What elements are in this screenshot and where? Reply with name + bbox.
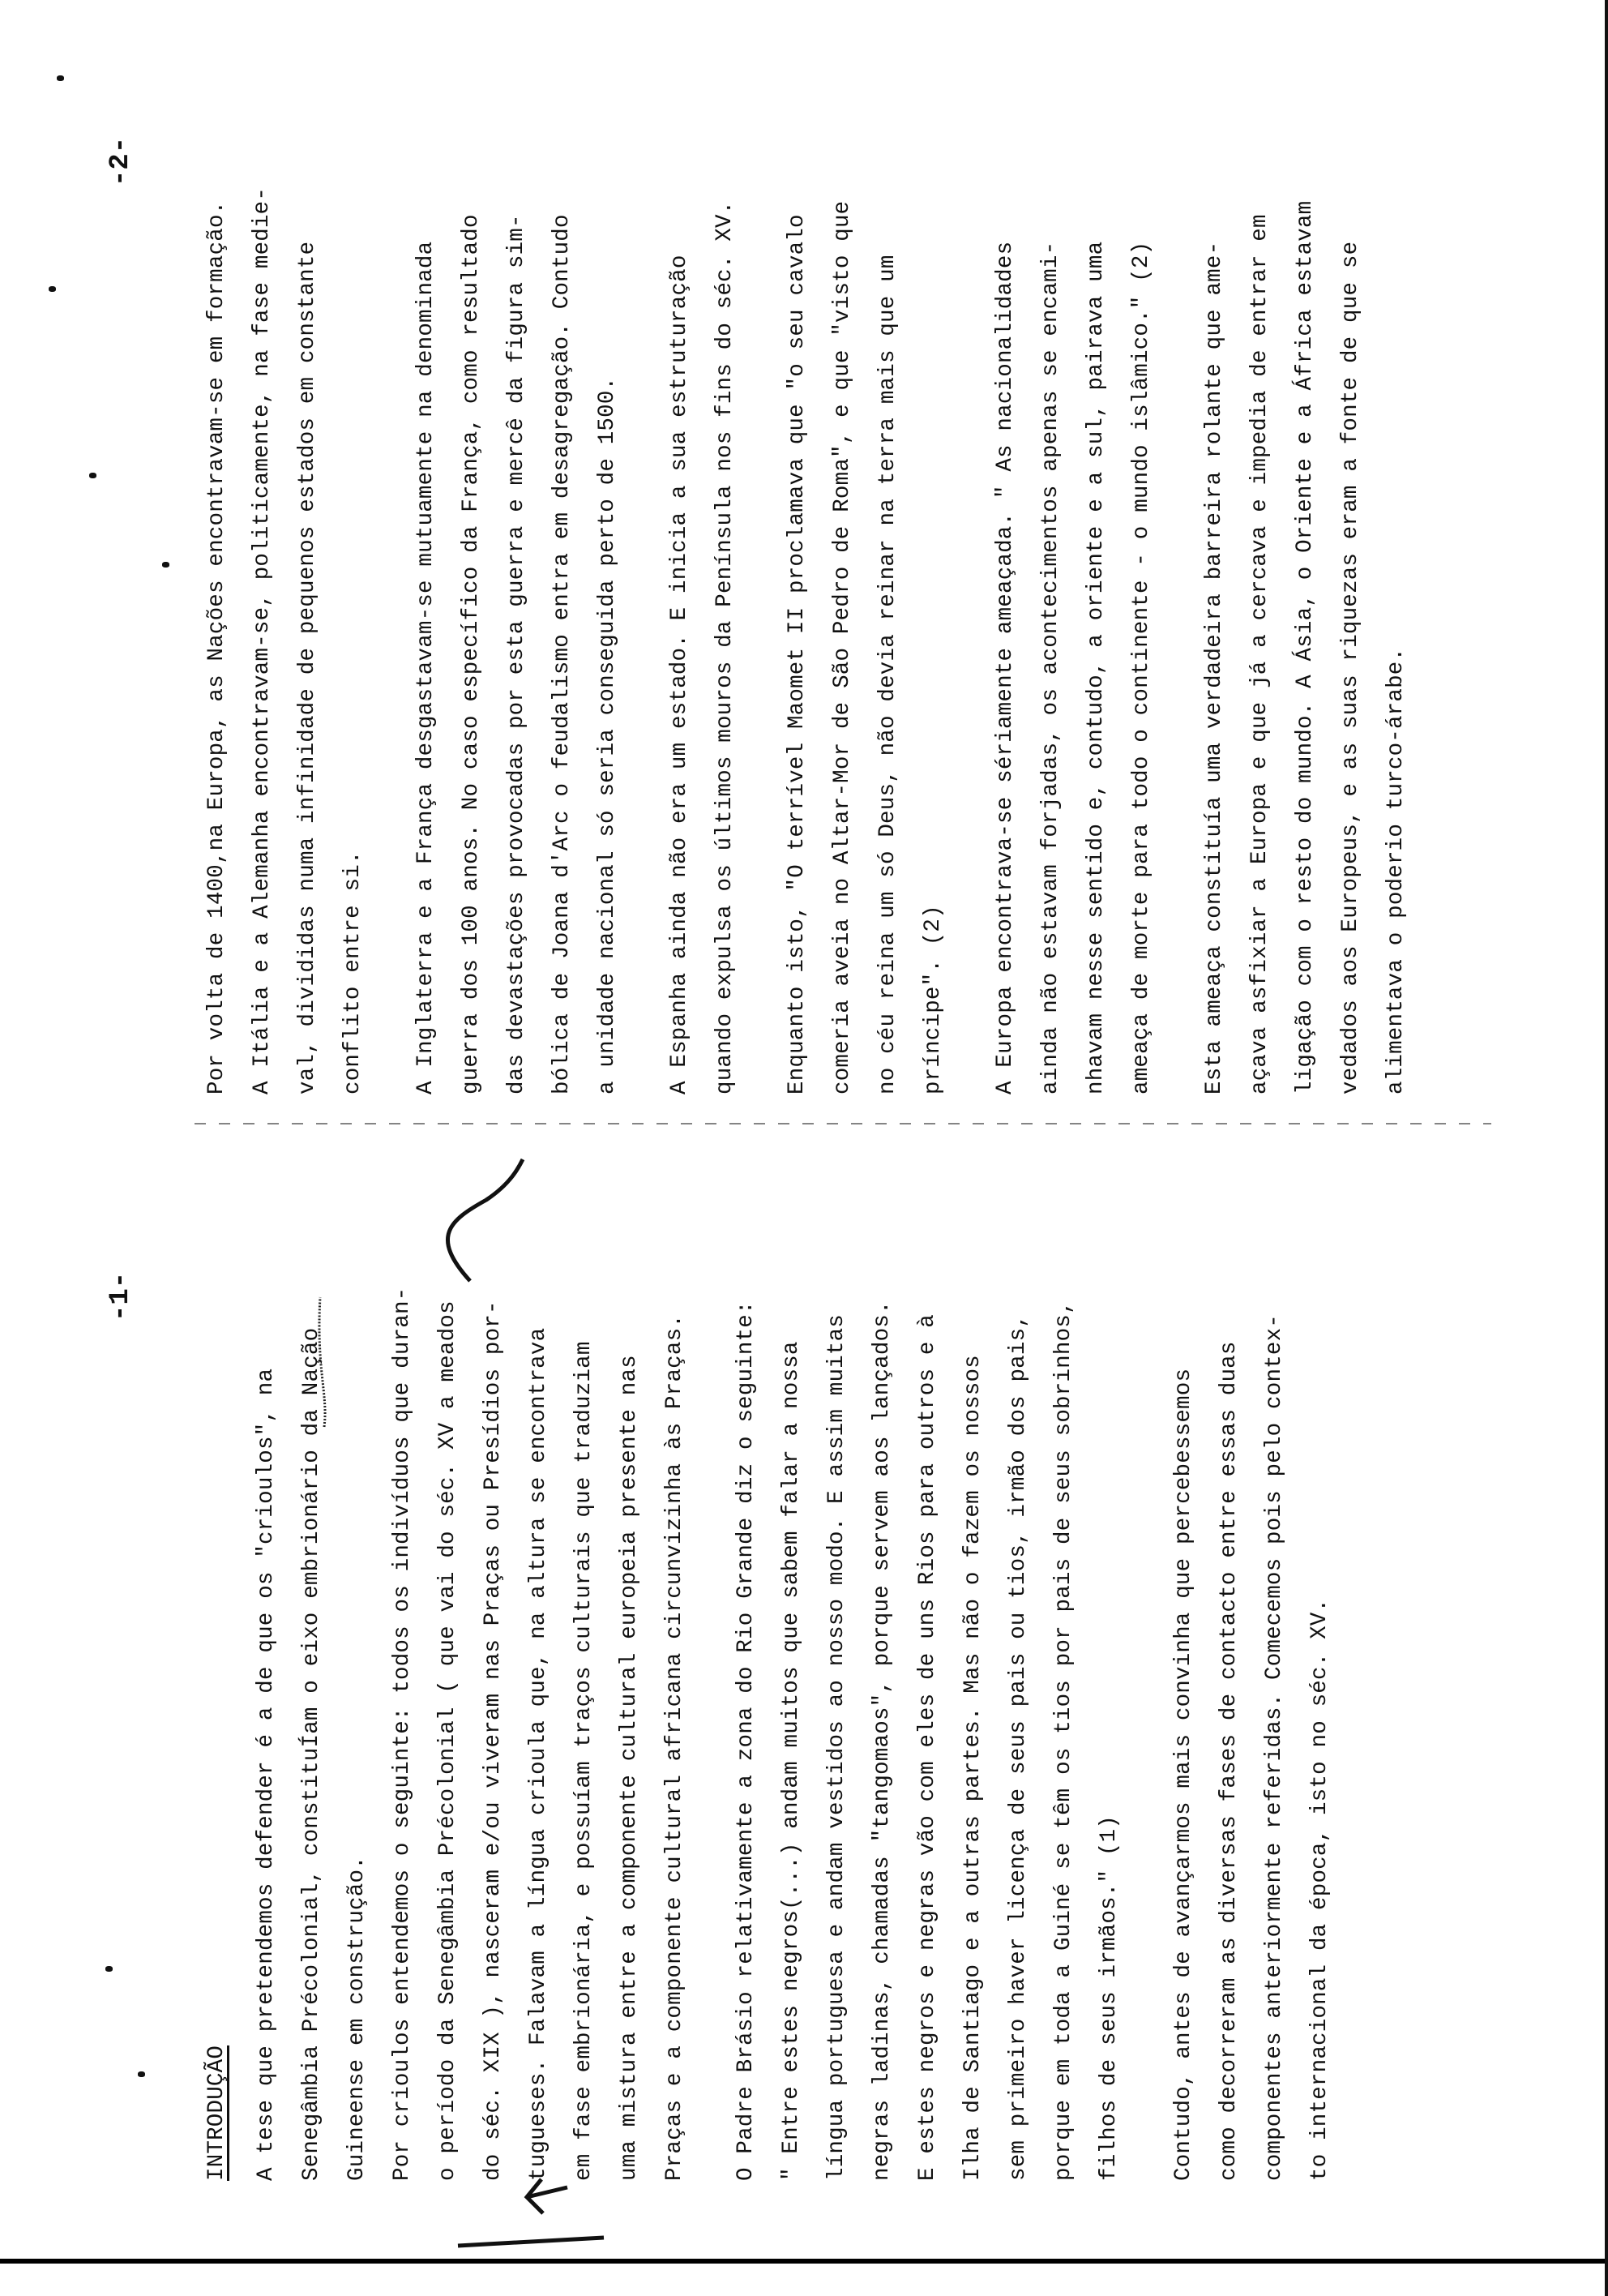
bracket-line <box>458 2238 604 2246</box>
text-line: Esta ameaça constituía uma verdadeira barreira rolante que ame- <box>1202 241 1227 1094</box>
text-line: sem primeiro haver licença de seus pais ou tios, irmão dos pais, <box>1006 1314 1031 2181</box>
text-line: quando expulsa os últimos mouros da Península nos fins do séc. XV. <box>712 200 738 1094</box>
text-line: negras ladinas, chamadas "tangomaos", porque servem aos lançados. <box>870 1300 895 2181</box>
text-line: comeria aveia no Altar-Mor de São Pedro de Roma", e que "visto que <box>830 200 855 1094</box>
text-line: vedados aos Europeus, e as suas riquezas eram a fonte de que se <box>1338 241 1363 1094</box>
ink-speck <box>162 562 169 568</box>
text-line: A Itália e a Alemanha encontravam-se, politicamente, na fase medie- <box>250 186 275 1094</box>
page-fold-line <box>195 1123 1491 1124</box>
text-line: bólica de Joana d'Arc o feudalismo entra em desagregação. Contudo <box>550 214 575 1094</box>
text-line: Guineense em construção. <box>344 1856 370 2181</box>
text-line: Contudo, antes de avançarmos mais convinha que percebessemos <box>1171 1368 1196 2181</box>
text-line: em fase embrionária, e possuíam traços culturais que traduziam <box>571 1341 597 2181</box>
text-line: no céu reina um só Deus, não devia reinar na terra mais que um <box>875 255 900 1094</box>
text-line: príncipe". (2) <box>921 905 946 1094</box>
text-line: das devastações provocadas por esta guerra e mercê da figura sim- <box>504 214 529 1094</box>
page-number: -2- <box>105 136 136 186</box>
text-line: ligação com o resto do mundo. A Ásia, o Oriente e a África estavam <box>1293 200 1318 1094</box>
text-line: a unidade nacional só seria conseguida perto de 1500. <box>595 376 620 1094</box>
curve-mark <box>447 1159 523 1281</box>
text-line: guerra dos 100 anos. No caso específico da França, como resultado <box>459 214 484 1094</box>
text-line: conflito entre si. <box>340 850 366 1094</box>
up-arrow <box>527 2179 567 2213</box>
text-line: filhos de seus irmãos." (1) <box>1097 1815 1122 2181</box>
page-number: -1- <box>105 1271 136 1321</box>
ink-speck <box>49 286 56 292</box>
text-line: alimentava o poderio turco-árabe. <box>1383 647 1409 1094</box>
text-line: ainda não estavam forjadas, os acontecimentos apenas se encami- <box>1038 241 1063 1094</box>
text-line: do séc. XIX ), nasceram e/ou viveram nas Praças ou Presídios por- <box>481 1300 506 2181</box>
page-1 <box>0 1127 1608 2254</box>
text-line: Enquanto isto, "O terrível Maomet II proclamava que "o seu cavalo <box>785 214 810 1094</box>
text-line: tugueses. Falavam a língua crioula que, na altura se encontrava <box>526 1327 551 2181</box>
text-line: nhavam nesse sentido e, contudo, a oriente e a sul, pairava uma <box>1084 241 1109 1094</box>
text-line: A Inglaterra e a França desgastavam-se mutuamente na denominada <box>413 241 438 1094</box>
text-line: língua portuguesa e andam vestidos ao nosso modo. E assim muitas <box>824 1314 849 2181</box>
text-line: Senegâmbia Précolonial, constituÍam o eixo embrionário da Nação <box>299 1327 324 2181</box>
text-line: porque em toda a Guiné se têm os tios por pais de seus sobrinhos, <box>1051 1300 1076 2181</box>
ink-speck <box>138 2071 145 2077</box>
page-2 <box>0 65 1608 1119</box>
text-line: Por volta de 1400,na Europa, as Nações encontravam-se em formação. <box>204 200 229 1094</box>
text-line: to internacional da época, isto no séc. XV. <box>1307 1598 1332 2181</box>
handwritten-annotations <box>0 1127 1608 2254</box>
text-line: A tese que pretendemos defender é a de que os "crioulos", na <box>254 1368 279 2181</box>
text-line: Ilha de Santiago e a outras partes. Mas não o fazem os nossos <box>960 1355 986 2181</box>
text-line: Por crioulos entendemos o seguinte: todos os indivíduos que duran- <box>390 1287 415 2181</box>
text-line: o período da Senegâmbia Précolonial ( que vai do séc. XV a meados <box>435 1300 460 2181</box>
text-line: " Entre estes negros(...) andam muitos que sabem falar a nossa <box>779 1341 804 2181</box>
text-line: como decorreram as diversas fases de contacto entre essas duas <box>1217 1341 1242 2181</box>
text-line: O Padre Brásio relativamente a zona do Rio Grande diz o seguinte: <box>733 1300 759 2181</box>
text-line: A Europa encontrava-se sériamente ameaçada. " As nacionalidades <box>993 241 1018 1094</box>
ink-speck <box>89 473 96 478</box>
text-line: Praças e a componente cultural africana circunvizinha às Praças. <box>662 1314 687 2181</box>
text-line: ameaça de morte para todo o continente - o mundo islâmico." (2) <box>1129 241 1154 1094</box>
text-line: A Espanha ainda não era um estado. E inicia a sua estruturação <box>667 255 692 1094</box>
scan-edge-left <box>0 2259 1608 2264</box>
section-heading: INTRODUÇÃO <box>204 2045 229 2181</box>
ink-speck <box>57 75 64 81</box>
text-line: E estes negros e negras vão com eles de uns Rios para outros e à <box>915 1314 940 2181</box>
text-line: componentes anteriormente referidas. Comecemos pois pelo contex- <box>1262 1314 1287 2181</box>
ink-speck <box>105 1966 113 1972</box>
underline-mark <box>319 1297 325 1427</box>
text-line: uma mistura entre a componente cultural europeia presente nas <box>617 1355 642 2181</box>
text-line bold-ending: açava asfixiar a Europa e que já a cercava e impedia de entrar em <box>1247 214 1272 1094</box>
text-line: val, divididas numa infinidade de pequenos estados em constante <box>295 241 320 1094</box>
